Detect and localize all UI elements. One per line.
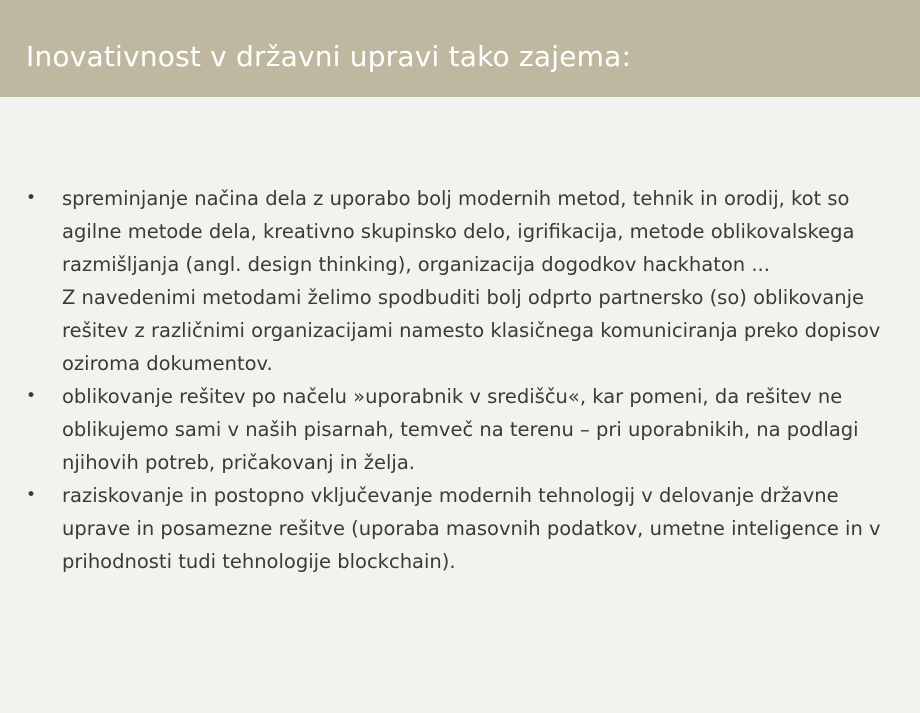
list-item-text: Z navedenimi metodami želimo spodbuditi bolj odprto partnersko (so) oblikovanje rešitev z različnimi organizacijami namesto klasičnega komuniciranja preko dopisov oziroma dokumentov.	[62, 286, 881, 375]
list-item	[0, 182, 920, 380]
page-title: Inovativnost v državni upravi tako zajema:	[26, 40, 632, 73]
list-item-text: raziskovanje in postopno vključevanje modernih tehnologij v delovanje državne uprave in posamezne rešitve (uporaba masovnih podatkov, umetne inteligence in v prihodnosti tudi tehnologije blockchain).	[62, 484, 881, 573]
bullet-icon: •	[26, 386, 37, 406]
list-item-text: oblikovanje rešitev po načelu »uporabnik v središču«, kar pomeni, da rešitev ne oblikujemo sami v naših pisarnah, temveč na terenu – pri uporabnikih, na podlagi njihovih potreb, pričakovanj in želja.	[62, 385, 859, 474]
header-banner	[0, 0, 920, 97]
content-area	[0, 182, 920, 578]
list-item	[0, 479, 920, 578]
list-item-text: spreminjanje načina dela z uporabo bolj modernih metod, tehnik in orodij, kot so agilne metode dela, kreativno skupinsko delo, igrifikacija, metode oblikovalskega razmišljanja (angl. design thinking), organizacija dogodkov hackhaton ...	[62, 187, 855, 276]
bullet-icon: •	[26, 485, 37, 505]
bullet-icon: •	[26, 188, 37, 208]
list-item	[0, 380, 920, 479]
bullet-list	[0, 182, 920, 578]
